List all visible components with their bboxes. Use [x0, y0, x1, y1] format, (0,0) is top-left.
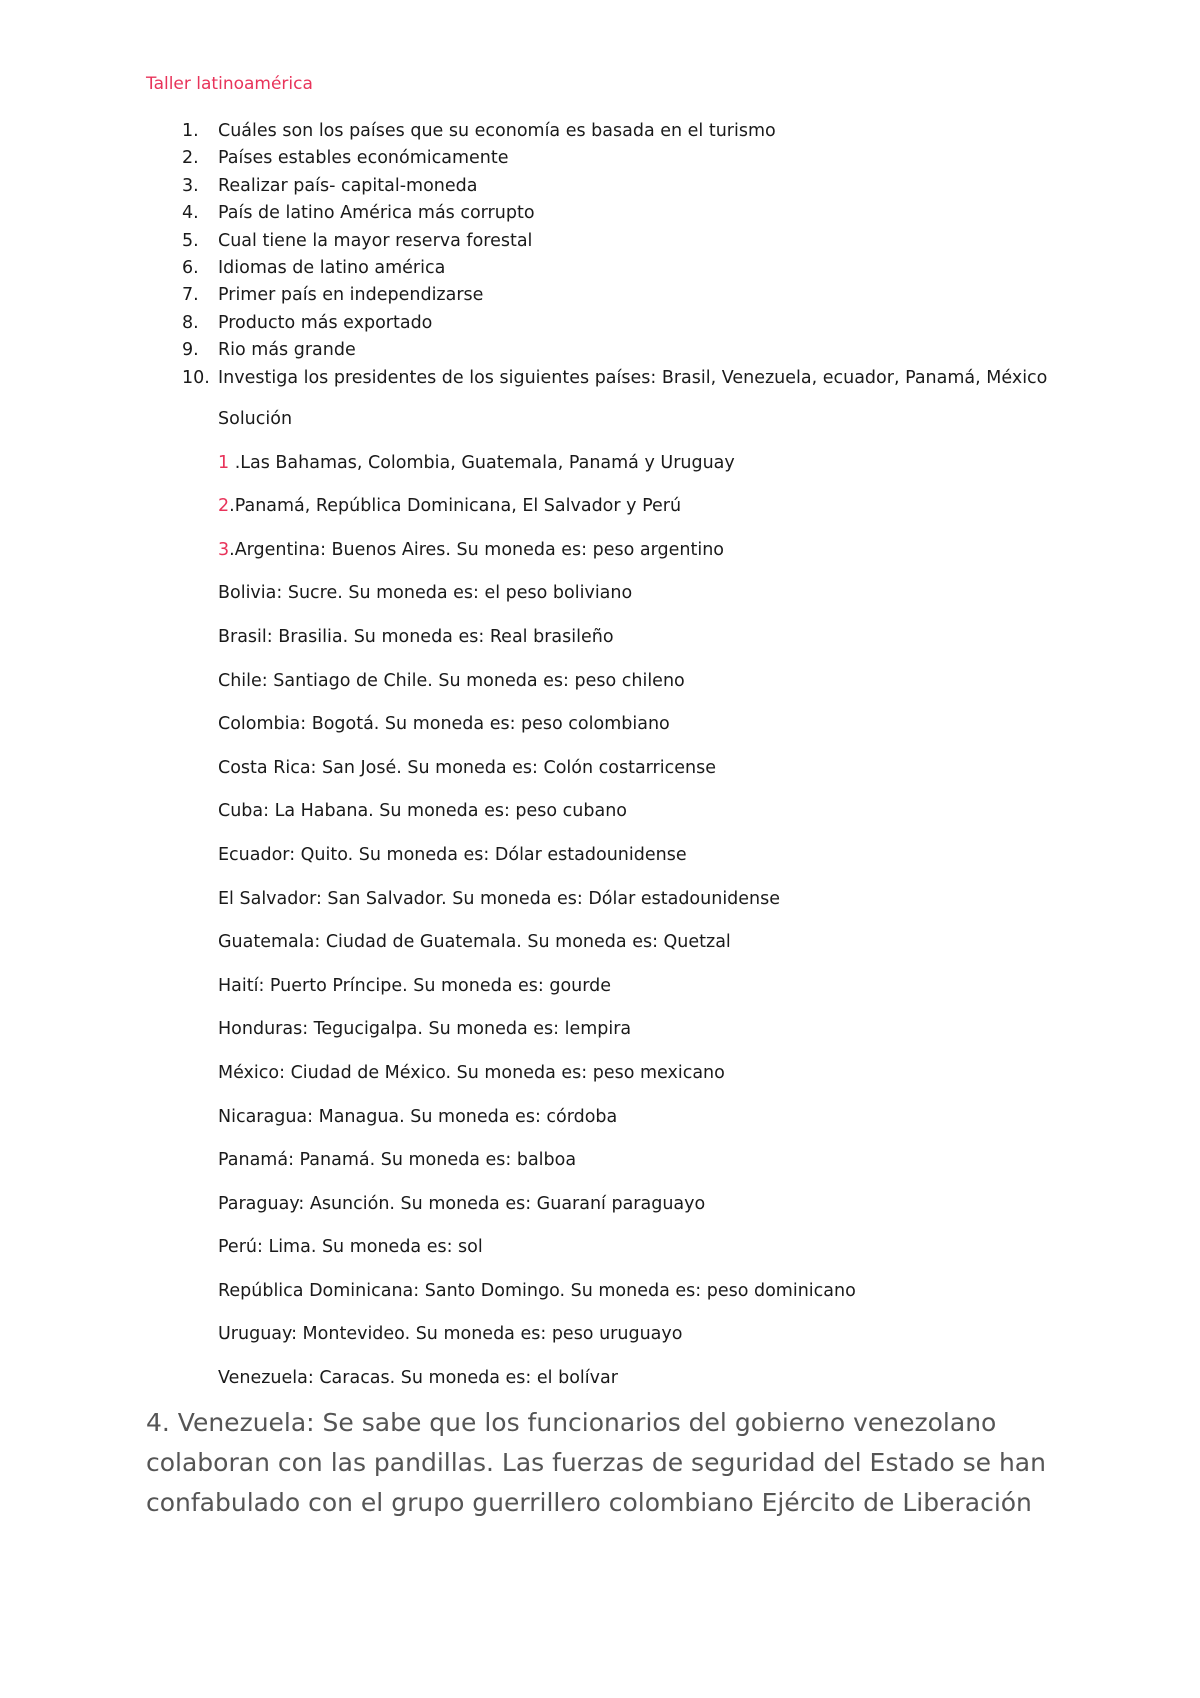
item-number: 1. — [182, 121, 199, 141]
item-text: Cual tiene la mayor reserva forestal — [218, 230, 533, 251]
country-line: Haití: Puerto Príncipe. Su moneda es: gourde — [218, 975, 612, 996]
document-title: Taller latinoamérica — [146, 74, 313, 94]
item-text: Investiga los presidentes de los siguientes países: Brasil, Venezuela, ecuador, Panamá, México — [218, 367, 1048, 388]
country-line: El Salvador: San Salvador. Su moneda es: Dólar estadounidense — [218, 888, 781, 909]
country-line: Honduras: Tegucigalpa. Su moneda es: lempira — [218, 1019, 632, 1040]
item-text: País de latino América más corrupto — [218, 203, 535, 224]
answer-text: .Panamá, República Dominicana, El Salvador y Perú — [229, 496, 682, 517]
item-text: Primer país en independizarse — [218, 285, 484, 306]
item-number: 6. — [182, 257, 199, 278]
country-line: Costa Rica: San José. Su moneda es: Colón costarricense — [218, 757, 716, 778]
answer-text: .Las Bahamas, Colombia, Guatemala, Panamá y Uruguay — [229, 452, 735, 473]
item-text: Producto más exportado — [218, 312, 433, 333]
item-number: 2. — [182, 148, 199, 169]
answer-line — [218, 442, 856, 486]
answer-number: 1 — [218, 452, 230, 473]
item-number: 3. — [182, 175, 199, 196]
country-line: Ecuador: Quito. Su moneda es: Dólar estadounidense — [218, 844, 687, 865]
country-line: Uruguay: Montevideo. Su moneda es: peso uruguayo — [218, 1324, 683, 1345]
country-line: Venezuela: Caracas. Su moneda es: el bolívar — [218, 1368, 618, 1389]
item-number: 7. — [182, 285, 199, 306]
answer-number: 3 — [218, 539, 230, 560]
item-text: Países estables económicamente — [218, 148, 509, 169]
item-text: Idiomas de latino américa — [218, 257, 446, 278]
item-number: 9. — [182, 340, 199, 361]
country-line: Colombia: Bogotá. Su moneda es: peso colombiano — [218, 714, 670, 735]
country-line: Guatemala: Ciudad de Guatemala. Su moneda es: Quetzal — [218, 932, 731, 953]
country-line: Bolivia: Sucre. Su moneda es: el peso boliviano — [218, 583, 633, 604]
country-line: Perú: Lima. Su moneda es: sol — [218, 1237, 483, 1258]
country-line: Chile: Santiago de Chile. Su moneda es: peso chileno — [218, 670, 685, 691]
answer-number: 2 — [218, 496, 230, 517]
item-number: 10. — [182, 367, 210, 388]
country-line: República Dominicana: Santo Domingo. Su moneda es: peso dominicano — [218, 1280, 856, 1301]
item-text: Rio más grande — [218, 340, 356, 361]
item-number: 4. — [182, 203, 199, 224]
solution-section — [218, 398, 856, 1401]
answer-text: .Argentina: Buenos Aires. Su moneda es: peso argentino — [229, 539, 724, 560]
answer-4-paragraph: 4. Venezuela: Se sabe que los funcionarios del gobierno venezolano colaboran con las pandillas. Las fuerzas de seguridad del Estado se han confabulado con el grupo guerrillero colombiano Ejército de Liberación — [146, 1408, 1046, 1517]
item-number: 5. — [182, 230, 199, 251]
answer-line — [218, 485, 856, 529]
solution-heading: Solución — [218, 409, 293, 429]
country-line: México: Ciudad de México. Su moneda es: peso mexicano — [218, 1062, 725, 1083]
item-text: Cuáles son los países que su economía es basada en el turismo — [218, 121, 776, 141]
country-line: Cuba: La Habana. Su moneda es: peso cubano — [218, 801, 628, 822]
country-line: Brasil: Brasilia. Su moneda es: Real brasileño — [218, 626, 614, 647]
country-line: Panamá: Panamá. Su moneda es: balboa — [218, 1150, 577, 1171]
country-line: Nicaragua: Managua. Su moneda es: córdoba — [218, 1106, 618, 1127]
answer-line — [218, 529, 856, 573]
item-text: Realizar país- capital-moneda — [218, 175, 478, 196]
country-line: Paraguay: Asunción. Su moneda es: Guaraní paraguayo — [218, 1193, 706, 1214]
item-number: 8. — [182, 312, 199, 333]
